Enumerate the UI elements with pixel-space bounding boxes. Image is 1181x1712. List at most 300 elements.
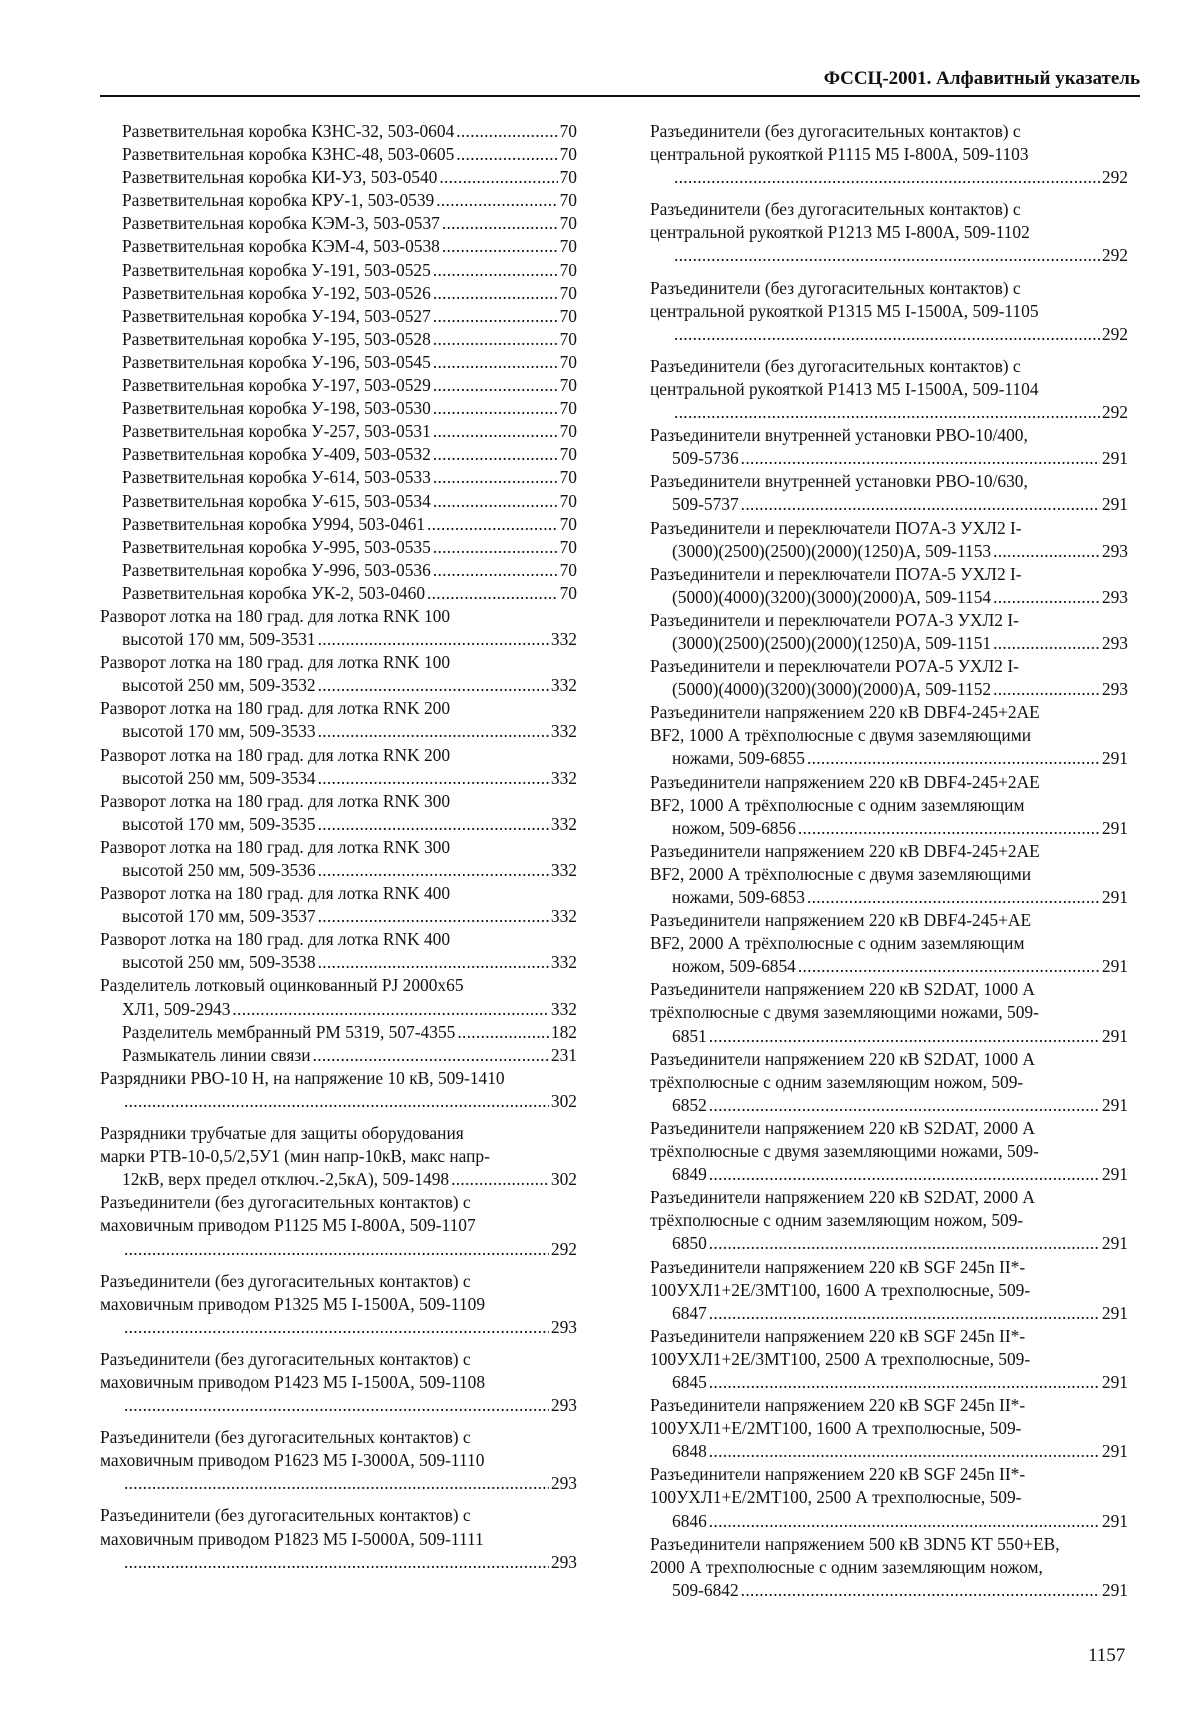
index-entry-text: Разворот лотка на 180 град. для лотка RNK 200 (100, 744, 451, 765)
index-entry-text: Разворот лотка на 180 град. для лотка RNK 100 (100, 652, 451, 673)
index-entry-text: Разъединители напряжением 220 кВ SGF 245n II*- (650, 1325, 1026, 1346)
dot-leader (798, 955, 1100, 978)
index-entry-text: центральной рукояткой Р1115 M5 I-800A, 509-1103 (650, 144, 1029, 165)
header-title: ФССЦ-2001. Алфавитный указатель (823, 68, 1140, 89)
page-reference: 70 (559, 236, 577, 257)
page-reference: 332 (550, 998, 577, 1019)
index-entry-leader-line (672, 886, 1128, 909)
dot-leader (709, 1510, 1100, 1533)
index-entry-text: Разветвительная коробка У994, 503-0461 (122, 513, 426, 534)
index-entry (100, 536, 577, 559)
index-entry-text: Разветвительная коробка У-996, 503-0536 (122, 559, 431, 580)
index-entry-text: высотой 250 мм, 509-3538 (122, 952, 316, 973)
index-column-right (650, 120, 1128, 1602)
index-entry-text: Разветвительная коробка УК-2, 503-0460 (122, 582, 426, 603)
page-reference: 70 (559, 467, 577, 488)
page-reference: 70 (559, 398, 577, 419)
page-reference: 291 (1101, 1233, 1128, 1254)
index-entry-text: Разветвительная коробка У-409, 503-0532 (122, 444, 431, 465)
index-entry-text: Разъединители (без дугогасительных контактов) с (650, 355, 1021, 376)
index-entry-text: Разъединители (без дугогасительных контактов) с (100, 1427, 471, 1448)
index-entry-text: Разветвительная коробка У-194, 503-0527 (122, 305, 431, 326)
index-entry-text: 100УХЛ1+2Е/3МТ100, 1600 А трехполюсные, 509- (650, 1279, 1031, 1300)
index-column-left (100, 120, 577, 1574)
index-entry-text: Разрядники РВО-10 Н, на напряжение 10 кВ, 509-1410 (100, 1067, 505, 1088)
page-reference: 292 (1101, 245, 1128, 266)
dot-leader (741, 493, 1100, 516)
index-entry-text: Разъединители (без дугогасительных контактов) с (100, 1348, 471, 1369)
index-entry-text: Разъединители напряжением 220 кВ S2DAT, 1000 А (650, 1048, 1035, 1069)
dot-leader (709, 1440, 1100, 1463)
index-entry-text: Разъединители напряжением 220 кВ DBF4-245+2AE (650, 771, 1040, 792)
index-entry-leader-line (672, 1302, 1128, 1325)
dot-leader (232, 998, 549, 1021)
index-entry-text: 509-5736 (672, 448, 739, 469)
index-entry-text: Разъединители и переключатели РО7А-5 УХЛ2 I- (650, 656, 1019, 677)
dot-leader (318, 628, 549, 651)
index-entry (650, 840, 1128, 909)
index-entry-text: центральной рукояткой Р1413 M5 I-1500A, 509-1104 (650, 378, 1039, 399)
index-entry-leader-line (672, 493, 1128, 516)
index-entry (650, 120, 1128, 189)
page-reference: 70 (559, 167, 577, 188)
index-entry (650, 1186, 1128, 1255)
page-reference: 293 (550, 1395, 577, 1416)
index-entry (650, 655, 1128, 701)
index-entry (100, 351, 577, 374)
index-entry (650, 563, 1128, 609)
index-entry-text: Разветвительная коробка У-192, 503-0526 (122, 282, 431, 303)
index-entry-text: 509-6842 (672, 1579, 739, 1600)
page-reference: 291 (1101, 1302, 1128, 1323)
dot-leader (318, 674, 549, 697)
index-entry-leader-line (122, 1316, 577, 1339)
index-entry-leader-line (122, 951, 577, 974)
index-entry-leader-line (122, 120, 577, 143)
index-entry-text: Разворот лотка на 180 град. для лотка RNK 100 (100, 605, 451, 626)
dot-leader (709, 1232, 1100, 1255)
index-entry-text: 12кВ, верх предел отключ.-2,5кА), 509-1498 (122, 1169, 450, 1190)
index-entry-leader-line (672, 323, 1128, 346)
page-reference: 293 (1101, 540, 1128, 561)
index-entry-text: высотой 250 мм, 509-3532 (122, 675, 316, 696)
index-entry-leader-line (672, 166, 1128, 189)
index-entry-text: 6851 (672, 1025, 707, 1046)
dot-leader (318, 905, 549, 928)
index-entry-leader-line (122, 374, 577, 397)
index-entry-leader-line (672, 678, 1128, 701)
index-entry-leader-line (122, 559, 577, 582)
page-reference: 302 (550, 1090, 577, 1111)
index-entry-text: Разъединители (без дугогасительных контактов) с (650, 277, 1021, 298)
index-entry (100, 1044, 577, 1067)
index-entry (100, 1122, 577, 1191)
index-entry-leader-line (672, 1440, 1128, 1463)
index-entry-leader-line (672, 632, 1128, 655)
index-entry-leader-line (122, 628, 577, 651)
index-entry (100, 605, 577, 651)
index-entry-text: Разветвительная коробка КЭМ-4, 503-0538 (122, 236, 440, 257)
index-entry-text: 6847 (672, 1302, 707, 1323)
index-entry-leader-line (672, 955, 1128, 978)
page-reference: 291 (1101, 1164, 1128, 1185)
dot-leader (427, 582, 558, 605)
index-entry-leader-line (672, 1510, 1128, 1533)
index-entry-text: 2000 А трехполюсные с одним заземляющим ножом, (650, 1556, 1043, 1577)
index-entry-leader-line (122, 859, 577, 882)
index-entry-text: Разворот лотка на 180 град. для лотка RNK 300 (100, 836, 451, 857)
index-entry-text: Разветвительная коробка КЗНС-32, 503-0604 (122, 121, 455, 141)
dot-leader (807, 886, 1100, 909)
index-entry (100, 397, 577, 420)
page-reference: 292 (550, 1238, 577, 1259)
index-entry-text: Размыкатель линии связи (122, 1044, 311, 1065)
page-reference: 332 (550, 906, 577, 927)
index-entry-text: BF2, 1000 А трёхполюсные с двумя заземляющими (650, 725, 1032, 746)
page-reference: 70 (559, 513, 577, 534)
index-entry (100, 1348, 577, 1417)
page-reference: 332 (550, 860, 577, 880)
index-entry-text: Разъединители (без дугогасительных контактов) с (100, 1270, 471, 1291)
index-entry-leader-line (672, 447, 1128, 470)
index-entry-text: Разъединители напряжением 220 кВ S2DAT, 1000 А (650, 979, 1035, 1000)
page-reference: 292 (1101, 402, 1128, 423)
index-entry (100, 374, 577, 397)
index-entry-leader-line (122, 212, 577, 235)
index-entry (100, 651, 577, 697)
index-entry (100, 1191, 577, 1260)
index-entry-text: Разворот лотка на 180 град. для лотка RNK 200 (100, 698, 451, 719)
page-reference: 332 (550, 952, 577, 973)
page-reference: 291 (1101, 817, 1128, 838)
index-entry-leader-line (672, 401, 1128, 424)
index-entry-text: Разделитель лотковый оцинкованный PJ 2000x65 (100, 975, 464, 996)
page-reference: 291 (1101, 1025, 1128, 1046)
page-reference: 332 (550, 813, 577, 834)
page-reference: 70 (559, 582, 577, 603)
index-entry (100, 1426, 577, 1495)
page-reference: 70 (559, 536, 577, 557)
index-entry-text: Разъединители напряжением 220 кВ SGF 245n II*- (650, 1256, 1026, 1277)
dot-leader (709, 1371, 1100, 1394)
page-reference: 70 (559, 121, 577, 141)
index-entry-text: Разворот лотка на 180 град. для лотка RNK 400 (100, 929, 451, 950)
page-reference: 70 (559, 490, 577, 511)
dot-leader (318, 720, 549, 743)
page-reference: 293 (550, 1473, 577, 1494)
index-entry (650, 277, 1128, 346)
dot-leader (993, 586, 1100, 609)
page-reference: 70 (559, 559, 577, 580)
index-entry (100, 282, 577, 305)
index-entry-text: маховичным приводом Р1823 M5 I-5000A, 509-1111 (100, 1528, 484, 1549)
index-entry-text: высотой 170 мм, 509-3537 (122, 906, 316, 927)
index-entry-leader-line (672, 1163, 1128, 1186)
index-entry (100, 466, 577, 489)
index-entry-text: Разворот лотка на 180 град. для лотка RNK 400 (100, 883, 451, 904)
index-entry-leader-line (122, 466, 577, 489)
index-entry-text: Разъединители (без дугогасительных контактов) с (100, 1505, 471, 1526)
dot-leader (124, 1394, 549, 1417)
dot-leader (993, 678, 1100, 701)
index-entry-leader-line (672, 817, 1128, 840)
dot-leader (741, 1579, 1100, 1602)
page-reference: 332 (550, 721, 577, 742)
index-entry-text: Разветвительная коробка У-197, 503-0529 (122, 375, 431, 396)
index-entry (100, 1021, 577, 1044)
dot-leader (124, 1472, 549, 1495)
page-reference: 291 (1101, 748, 1128, 769)
running-header (100, 68, 1140, 97)
index-entry (650, 1325, 1128, 1394)
dot-leader (433, 559, 558, 582)
index-entry-text: 6845 (672, 1371, 707, 1392)
dot-leader (433, 259, 558, 282)
page-reference: 70 (559, 328, 577, 349)
index-entry-text: 6850 (672, 1233, 707, 1254)
index-entry-leader-line (122, 235, 577, 258)
index-entry-leader-line (122, 1044, 577, 1067)
index-entry-text: 6848 (672, 1441, 707, 1462)
index-entry (100, 1504, 577, 1573)
index-entry (100, 120, 577, 143)
page-reference: 293 (1101, 586, 1128, 607)
index-entry-text: Разветвительная коробка У-195, 503-0528 (122, 328, 431, 349)
index-entry-text: Разъединители напряжением 220 кВ DBF4-245+2AE (650, 702, 1040, 723)
page-reference: 182 (550, 1021, 577, 1042)
index-entry (100, 882, 577, 928)
index-entry-text: Разделитель мембранный РМ 5319, 507-4355 (122, 1021, 456, 1042)
index-entry-text: Разветвительная коробка У-196, 503-0545 (122, 351, 431, 372)
dot-leader (674, 166, 1100, 189)
index-entry-text: трёхполюсные с одним заземляющим ножом, 509- (650, 1210, 1024, 1231)
index-entry-text: 6852 (672, 1094, 707, 1115)
dot-leader (807, 747, 1100, 770)
page-reference: 291 (1101, 956, 1128, 977)
page-reference: 292 (1101, 323, 1128, 344)
index-entry-text: ножами, 509-6855 (672, 748, 805, 769)
dot-leader (427, 513, 558, 536)
index-entry-leader-line (122, 674, 577, 697)
index-entry-text: 6849 (672, 1164, 707, 1185)
dot-leader (709, 1163, 1100, 1186)
index-entry-leader-line (122, 351, 577, 374)
index-entry (100, 1067, 577, 1113)
index-entry (100, 559, 577, 582)
index-entry-leader-line (672, 1232, 1128, 1255)
index-entry-text: (3000)(2500)(2500)(2000)(1250)А, 509-1151 (672, 632, 992, 653)
index-entry-leader-line (122, 536, 577, 559)
page-reference: 291 (1101, 1441, 1128, 1462)
index-entry-text: высотой 170 мм, 509-3533 (122, 721, 316, 742)
dot-leader (433, 351, 558, 374)
dot-leader (124, 1238, 549, 1261)
index-entry-leader-line (122, 720, 577, 743)
index-entry-text: Разъединители напряжением 220 кВ DBF4-245+2AE (650, 840, 1040, 861)
index-entry-text: Разветвительная коробка КРУ-1, 503-0539 (122, 190, 435, 211)
index-entry-text: маховичным приводом Р1423 M5 I-1500A, 509-1108 (100, 1371, 486, 1392)
index-entry (100, 490, 577, 513)
index-entry-text: Разветвительная коробка У-995, 503-0535 (122, 536, 431, 557)
dot-leader (433, 397, 558, 420)
index-entry-leader-line (122, 1090, 577, 1113)
page-reference: 291 (1101, 1094, 1128, 1115)
index-entry-leader-line (122, 189, 577, 212)
index-entry-text: Разветвительная коробка У-198, 503-0530 (122, 398, 431, 419)
dot-leader (709, 1302, 1100, 1325)
index-entry-text: BF2, 2000 А трёхполюсные с одним заземляющим (650, 933, 1025, 954)
dot-leader (433, 490, 558, 513)
index-entry-text: (5000)(4000)(3200)(3000)(2000)А, 509-1152 (672, 679, 992, 700)
index-entry-leader-line (122, 420, 577, 443)
index-entry (650, 355, 1128, 424)
dot-leader (442, 212, 558, 235)
index-entry-text: Разъединители (без дугогасительных контактов) с (100, 1192, 471, 1213)
page-reference: 291 (1101, 1510, 1128, 1531)
index-entry (100, 974, 577, 1020)
dot-leader (318, 859, 549, 882)
index-entry (100, 513, 577, 536)
index-entry-text: Разъединители напряжением 220 кВ DBF4-245+AE (650, 910, 1032, 931)
page-reference: 70 (559, 375, 577, 396)
index-entry-leader-line (122, 582, 577, 605)
index-entry (100, 697, 577, 743)
index-entry-leader-line (122, 490, 577, 513)
page-reference: 70 (559, 190, 577, 211)
page-reference: 293 (1101, 679, 1128, 700)
index-entry-text: центральной рукояткой Р1315 M5 I-1500A, 509-1105 (650, 300, 1039, 321)
page-reference: 292 (1101, 167, 1128, 188)
index-entry (100, 836, 577, 882)
index-entry-text: Разворот лотка на 180 град. для лотка RNK 300 (100, 790, 451, 811)
index-entry-text: маховичным приводом Р1325 M5 I-1500A, 509-1109 (100, 1293, 486, 1314)
page-reference: 332 (550, 675, 577, 696)
page-reference: 293 (550, 1316, 577, 1337)
index-entry-text: ножом, 509-6854 (672, 956, 796, 977)
index-entry-text: маховичным приводом Р1125 M5 I-800A, 509-1107 (100, 1215, 476, 1236)
index-entry (650, 470, 1128, 516)
index-entry-leader-line (122, 767, 577, 790)
index-entry-text: трёхполюсные с одним заземляющим ножом, 509- (650, 1071, 1024, 1092)
index-entry (650, 978, 1128, 1047)
dot-leader (456, 120, 557, 143)
index-entry-leader-line (122, 1238, 577, 1261)
index-entry-text: Разъединители и переключатели РО7А-3 УХЛ2 I- (650, 609, 1019, 630)
dot-leader (456, 143, 557, 166)
index-entry (650, 1394, 1128, 1463)
page-reference: 231 (550, 1044, 577, 1065)
index-entry (650, 701, 1128, 770)
index-entry (650, 609, 1128, 655)
index-entry-text: высотой 250 мм, 509-3534 (122, 767, 316, 788)
page-reference: 293 (1101, 632, 1128, 653)
index-entry (100, 143, 577, 166)
dot-leader (674, 244, 1100, 267)
index-entry-text: 100УХЛ1+Е/2МТ100, 2500 А трехполюсные, 509- (650, 1487, 1022, 1508)
index-entry-leader-line (122, 1394, 577, 1417)
index-entry-text: 100УХЛ1+Е/2МТ100, 1600 А трехполюсные, 509- (650, 1418, 1022, 1439)
index-entry (650, 1256, 1128, 1325)
index-entry-leader-line (122, 905, 577, 928)
dot-leader (433, 466, 558, 489)
page-reference: 291 (1101, 1371, 1128, 1392)
index-entry-text: Разветвительная коробка КЗНС-48, 503-0605 (122, 144, 455, 165)
index-entry-text: ножом, 509-6856 (672, 817, 796, 838)
page-reference: 70 (559, 282, 577, 303)
index-entry-text: Разъединители и переключатели ПО7А-3 УХЛ2 I- (650, 517, 1022, 538)
index-entry-text: маховичным приводом Р1623 M5 I-3000A, 509-1110 (100, 1450, 485, 1471)
index-entry-leader-line (672, 1371, 1128, 1394)
page-reference: 291 (1101, 494, 1128, 515)
dot-leader (993, 632, 1100, 655)
index-entry-text: Разветвительная коробка У-191, 503-0525 (122, 259, 431, 280)
index-entry-text: Разъединители и переключатели ПО7А-5 УХЛ2 I- (650, 563, 1022, 584)
dot-leader (439, 166, 557, 189)
index-entry-text: Разъединители напряжением 220 кВ SGF 245n II*- (650, 1464, 1026, 1485)
index-entry-leader-line (122, 1021, 577, 1044)
index-entry-text: Разъединители (без дугогасительных контактов) с (650, 199, 1021, 220)
dot-leader (433, 536, 558, 559)
index-entry-text: трёхполюсные с двумя заземляющими ножами, 509- (650, 1002, 1039, 1023)
dot-leader (451, 1168, 549, 1191)
page-reference: 291 (1101, 448, 1128, 469)
index-entry-text: BF2, 2000 А трёхполюсные с двумя заземляющими (650, 863, 1032, 884)
index-entry-text: Разветвительная коробка У-257, 503-0531 (122, 421, 431, 442)
dot-leader (433, 420, 558, 443)
dot-leader (313, 1044, 549, 1067)
index-entry (100, 582, 577, 605)
index-entry-text: высотой 170 мм, 509-3531 (122, 629, 316, 650)
dot-leader (124, 1316, 549, 1339)
index-entry-text: высотой 250 мм, 509-3536 (122, 860, 316, 880)
index-entry-text: Разъединители напряжением 220 кВ S2DAT, 2000 А (650, 1117, 1035, 1138)
index-entry-leader-line (672, 747, 1128, 770)
page-reference: 332 (550, 629, 577, 650)
index-entry-text: (3000)(2500)(2500)(2000)(1250)А, 509-1153 (672, 540, 992, 561)
index-entry-text: Разъединители внутренней установки РВО-10/630, (650, 471, 1028, 492)
index-entry-leader-line (672, 1025, 1128, 1048)
index-entry-leader-line (672, 244, 1128, 267)
dot-leader (674, 323, 1100, 346)
index-entry-text: Разрядники трубчатые для защиты оборудования (100, 1123, 464, 1144)
index-entry (650, 517, 1128, 563)
index-entry-text: Разветвительная коробка КИ-УЗ, 503-0540 (122, 167, 438, 188)
index-entry (100, 305, 577, 328)
index-entry-leader-line (672, 1094, 1128, 1117)
page-reference: 332 (550, 767, 577, 788)
dot-leader (433, 443, 558, 466)
dot-leader (674, 401, 1100, 424)
index-entry-text: Разъединители напряжением 500 кВ 3DN5 КТ 550+ЕВ, (650, 1533, 1060, 1554)
dot-leader (433, 305, 558, 328)
page-reference: 70 (559, 444, 577, 465)
index-entry (100, 790, 577, 836)
dot-leader (433, 328, 558, 351)
page-reference: 70 (559, 259, 577, 280)
index-entry-text: 100УХЛ1+2Е/3МТ100, 2500 А трехполюсные, 509- (650, 1348, 1031, 1369)
dot-leader (709, 1025, 1100, 1048)
index-entry-leader-line (122, 1168, 577, 1191)
index-entry-leader-line (122, 282, 577, 305)
dot-leader (318, 813, 549, 836)
index-entry (100, 420, 577, 443)
index-entry (650, 198, 1128, 267)
dot-leader (993, 540, 1100, 563)
index-entry (100, 166, 577, 189)
index-entry-text: Разъединители (без дугогасительных контактов) с (650, 121, 1021, 141)
index-entry-text: BF2, 1000 А трёхполюсные с одним заземляющим (650, 794, 1025, 815)
index-entry-text: Разъединители внутренней установки РВО-10/400, (650, 425, 1028, 446)
